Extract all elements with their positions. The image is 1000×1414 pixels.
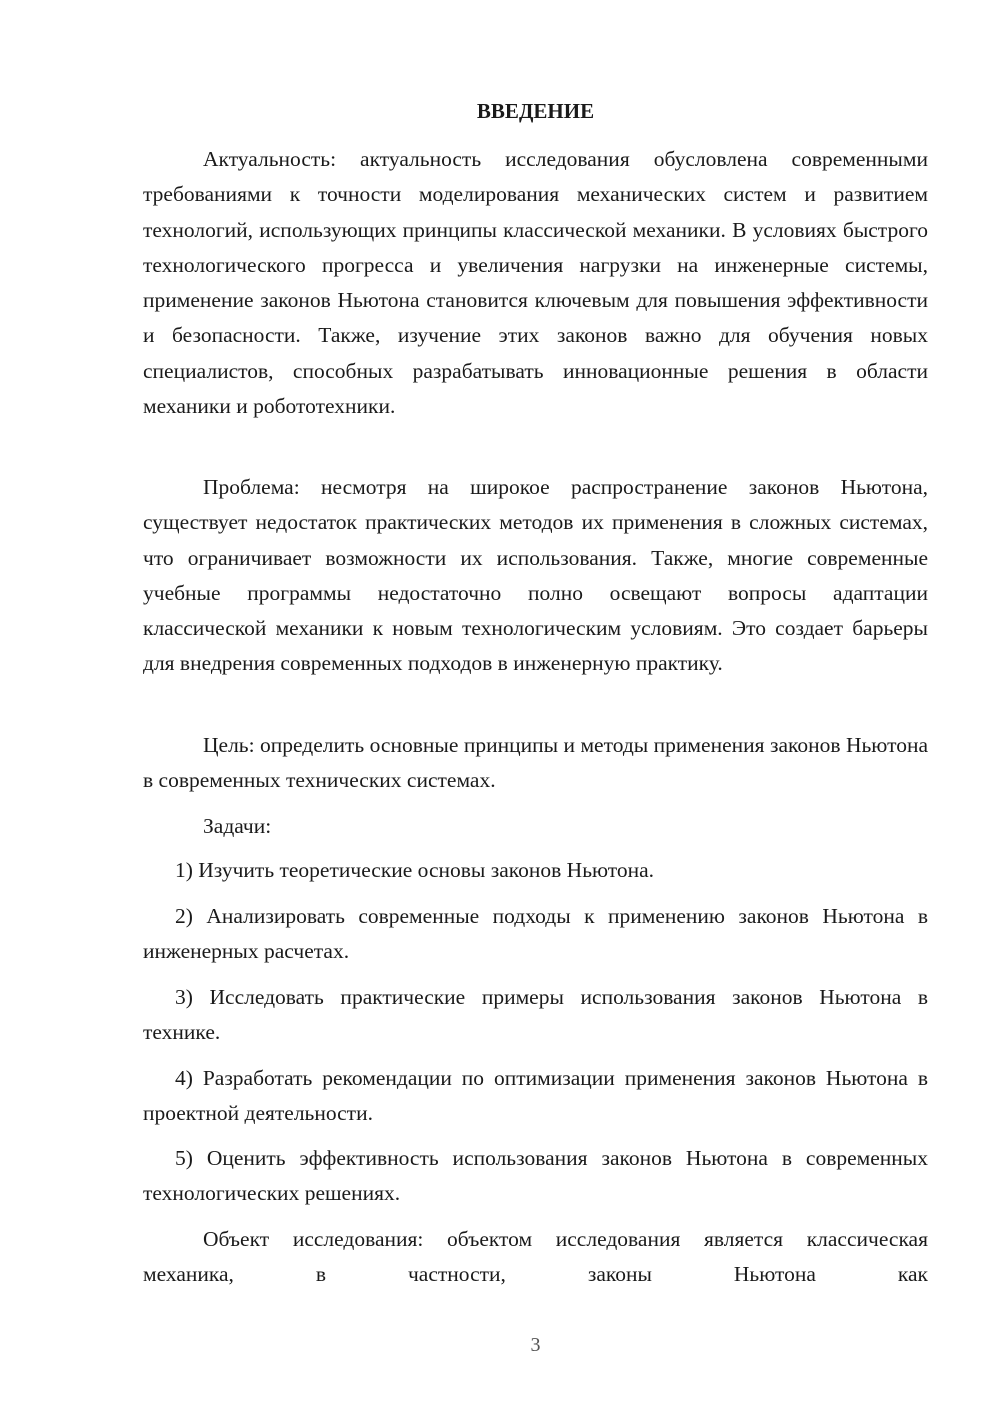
paragraph-goal: Цель: определить основные принципы и методы применения законов Ньютона в современных технических системах. (143, 733, 928, 793)
paragraph-problem: Проблема: несмотря на широкое распространение законов Ньютона, существует недостаток практических методов их применения в сложных системах, что ограничивает возможности их использования. Также, многие современные учебные программы недостаточно полно освещают вопросы адаптации классической механики к новым технологическим условиям. Это создает барьеры для внедрения современных подходов в инженерную практику. (143, 475, 928, 676)
page-title: ВВЕДЕНИЕ (476, 99, 595, 123)
task-item-1: 1) Изучить теоретические основы законов Ньютона. (175, 858, 655, 882)
document-page (143, 0, 928, 1414)
paragraph-tasks-heading: Задачи: (203, 814, 272, 838)
task-item-5: 5) Оценить эффективность использования законов Ньютона в современных технологических решениях. (143, 1146, 928, 1206)
task-item-2: 2) Анализировать современные подходы к применению законов Ньютона в инженерных расчетах. (143, 904, 928, 964)
task-item-3: 3) Исследовать практические примеры использования законов Ньютона в технике. (143, 985, 928, 1045)
paragraph-object: Объект исследования: объектом исследования является классическая механика, в частности, законы Ньютона как (143, 1227, 928, 1287)
paragraph-relevance: Актуальность: актуальность исследования обусловлена современными требованиями к точности моделирования механических систем и развитием технологий, использующих принципы классической механики. В условиях быстрого технологического прогресса и увеличения нагрузки на инженерные системы, применение законов Ньютона становится ключевым для повышения эффективности и безопасности. Также, изучение этих законов важно для обучения новых специалистов, способных разрабатывать инновационные решения в области механики и робототехники. (143, 147, 928, 419)
page-number: 3 (530, 1334, 541, 1356)
task-item-4: 4) Разработать рекомендации по оптимизации применения законов Ньютона в проектной деятельности. (143, 1066, 928, 1126)
